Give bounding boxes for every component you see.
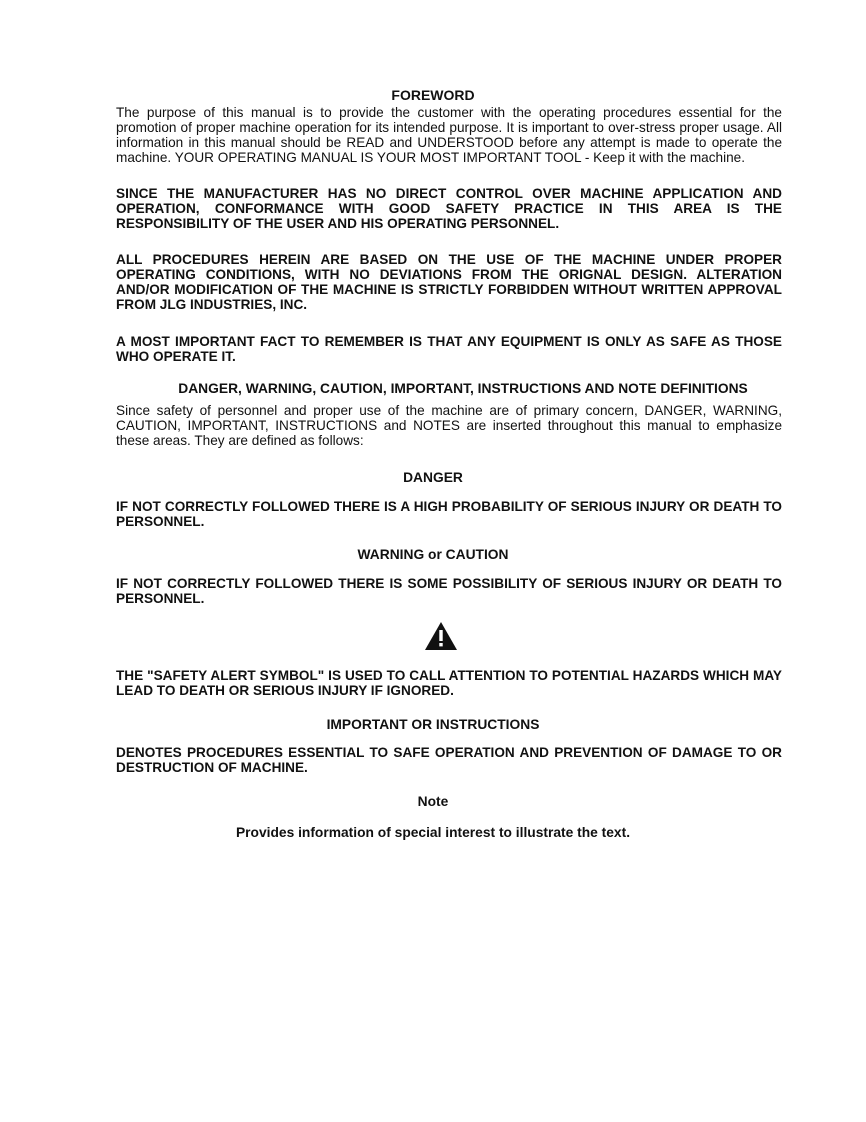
fact-paragraph: A MOST IMPORTANT FACT TO REMEMBER IS THAT ANY EQUIPMENT IS ONLY AS SAFE AS THOSE WHO OPERATE IT. xyxy=(116,334,782,364)
alert-text: THE "SAFETY ALERT SYMBOL" IS USED TO CALL ATTENTION TO POTENTIAL HAZARDS WHICH MAY LEAD TO DEATH OR SERIOUS INJURY IF IGNORED. xyxy=(116,668,782,698)
note-heading: Note xyxy=(417,794,449,809)
intro-paragraph: The purpose of this manual is to provide the customer with the operating procedures essential for the promotion of proper machine operation for its intended purpose. It is important to over-stress proper usage. All information in this manual should be READ and UNDERSTOOD before any attempt is made to operate the machine. YOUR OPERATING MANUAL IS YOUR MOST IMPORTANT TOOL - Keep it with the machine. xyxy=(116,105,782,165)
page-title: FOREWORD xyxy=(391,87,475,103)
warning-text: IF NOT CORRECTLY FOLLOWED THERE IS SOME POSSIBILITY OF SERIOUS INJURY OR DEATH TO PERSONNEL. xyxy=(116,576,782,606)
important-text: DENOTES PROCEDURES ESSENTIAL TO SAFE OPERATION AND PREVENTION OF DAMAGE TO OR DESTRUCTION OF MACHINE. xyxy=(116,745,782,775)
responsibility-paragraph: SINCE THE MANUFACTURER HAS NO DIRECT CONTROL OVER MACHINE APPLICATION AND OPERATION, CONFORMANCE WITH GOOD SAFETY PRACTICE IN THIS AREA IS THE RESPONSIBILITY OF THE USER AND HIS OPERATING PERSONNEL. xyxy=(116,186,782,231)
procedures-paragraph: ALL PROCEDURES HEREIN ARE BASED ON THE USE OF THE MACHINE UNDER PROPER OPERATING CONDITIONS, WITH NO DEVIATIONS FROM THE ORIGNAL DESIGN. ALTERATION AND/OR MODIFICATION OF THE MACHINE IS STRICTLY FORBIDDEN WITHOUT WRITTEN APPROVAL FROM JLG INDUSTRIES, INC. xyxy=(116,252,782,312)
definitions-heading: DANGER, WARNING, CAUTION, IMPORTANT, INSTRUCTIONS AND NOTE DEFINITIONS xyxy=(178,381,748,396)
warning-heading: WARNING or CAUTION xyxy=(357,547,509,562)
note-text: Provides information of special interest to illustrate the text. xyxy=(235,825,631,840)
important-heading: IMPORTANT OR INSTRUCTIONS xyxy=(326,717,540,732)
definitions-intro: Since safety of personnel and proper use of the machine are of primary concern, DANGER, WARNING, CAUTION, IMPORTANT, INSTRUCTIONS and NOTES are inserted throughout this manual to emphasize these areas. They are defined as follows: xyxy=(116,403,782,448)
safety-alert-icon xyxy=(423,620,459,652)
danger-text: IF NOT CORRECTLY FOLLOWED THERE IS A HIGH PROBABILITY OF SERIOUS INJURY OR DEATH TO PERSONNEL. xyxy=(116,499,782,529)
danger-heading: DANGER xyxy=(403,470,463,485)
